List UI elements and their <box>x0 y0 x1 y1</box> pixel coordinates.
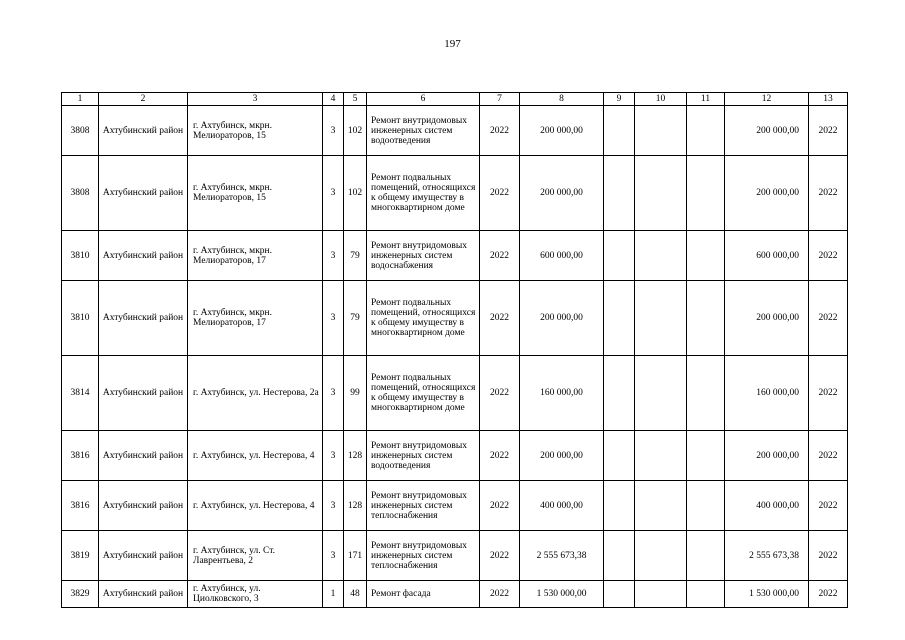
fund-cost-cell: 200 000,00 <box>725 431 809 481</box>
column-5-cell: 171 <box>344 531 367 581</box>
table-row <box>62 481 848 531</box>
capital-repair-table <box>61 92 848 608</box>
table-row <box>62 156 848 231</box>
column-number-row <box>62 93 848 106</box>
district-cell: Ахтубинский район <box>99 431 188 481</box>
column-10-cell <box>635 531 687 581</box>
total-cost-cell: 400 000,00 <box>520 481 604 531</box>
fund-cost-cell: 600 000,00 <box>725 231 809 281</box>
work-type-cell: Ремонт фасада <box>367 581 480 608</box>
row-number-cell: 3808 <box>62 156 99 231</box>
column-header: 4 <box>323 93 344 106</box>
column-4-cell: 3 <box>323 481 344 531</box>
column-header: 8 <box>520 93 604 106</box>
fund-cost-cell: 1 530 000,00 <box>725 581 809 608</box>
total-cost-cell: 200 000,00 <box>520 106 604 156</box>
column-11-cell <box>687 481 725 531</box>
row-number-cell: 3819 <box>62 531 99 581</box>
district-cell: Ахтубинский район <box>99 531 188 581</box>
fund-cost-cell: 2 555 673,38 <box>725 531 809 581</box>
column-4-cell: 3 <box>323 231 344 281</box>
column-10-cell <box>635 581 687 608</box>
address-cell: г. Ахтубинск, мкрн. Мелиораторов, 17 <box>188 281 323 356</box>
column-5-cell: 128 <box>344 481 367 531</box>
work-type-cell: Ремонт внутридомовых инженерных систем теплоснабжения <box>367 481 480 531</box>
total-cost-cell: 2 555 673,38 <box>520 531 604 581</box>
row-number-cell: 3810 <box>62 281 99 356</box>
year-cell: 2022 <box>480 481 520 531</box>
column-header: 11 <box>687 93 725 106</box>
year-cell: 2022 <box>480 531 520 581</box>
year-cell: 2022 <box>480 281 520 356</box>
column-10-cell <box>635 281 687 356</box>
district-cell: Ахтубинский район <box>99 106 188 156</box>
column-5-cell: 79 <box>344 231 367 281</box>
row-number-cell: 3814 <box>62 356 99 431</box>
fund-cost-cell: 200 000,00 <box>725 156 809 231</box>
year-cell: 2022 <box>480 156 520 231</box>
year-cell: 2022 <box>480 356 520 431</box>
work-type-cell: Ремонт подвальных помещений, относящихся к общему имуществу в многоквартирном доме <box>367 356 480 431</box>
table-row <box>62 581 848 608</box>
work-type-cell: Ремонт внутридомовых инженерных систем водоотведения <box>367 106 480 156</box>
column-4-cell: 3 <box>323 106 344 156</box>
district-cell: Ахтубинский район <box>99 481 188 531</box>
column-4-cell: 3 <box>323 281 344 356</box>
row-number-cell: 3808 <box>62 106 99 156</box>
column-10-cell <box>635 431 687 481</box>
column-11-cell <box>687 231 725 281</box>
column-header: 6 <box>367 93 480 106</box>
total-cost-cell: 200 000,00 <box>520 156 604 231</box>
column-11-cell <box>687 281 725 356</box>
address-cell: г. Ахтубинск, ул. Ст. Лаврентьева, 2 <box>188 531 323 581</box>
row-number-cell: 3829 <box>62 581 99 608</box>
fund-cost-cell: 160 000,00 <box>725 356 809 431</box>
column-11-cell <box>687 581 725 608</box>
column-header: 10 <box>635 93 687 106</box>
row-number-cell: 3816 <box>62 431 99 481</box>
column-9-cell <box>604 581 635 608</box>
fund-cost-cell: 200 000,00 <box>725 281 809 356</box>
year-cell: 2022 <box>480 431 520 481</box>
total-cost-cell: 160 000,00 <box>520 356 604 431</box>
work-type-cell: Ремонт внутридомовых инженерных систем водоотведения <box>367 431 480 481</box>
column-header: 2 <box>99 93 188 106</box>
district-cell: Ахтубинский район <box>99 581 188 608</box>
column-4-cell: 3 <box>323 356 344 431</box>
completion-year-cell: 2022 <box>809 481 848 531</box>
column-header: 3 <box>188 93 323 106</box>
column-9-cell <box>604 231 635 281</box>
column-10-cell <box>635 481 687 531</box>
total-cost-cell: 200 000,00 <box>520 281 604 356</box>
completion-year-cell: 2022 <box>809 431 848 481</box>
row-number-cell: 3816 <box>62 481 99 531</box>
table-row <box>62 231 848 281</box>
fund-cost-cell: 200 000,00 <box>725 106 809 156</box>
address-cell: г. Ахтубинск, ул. Нестерова, 2а <box>188 356 323 431</box>
work-type-cell: Ремонт подвальных помещений, относящихся к общему имуществу в многоквартирном доме <box>367 281 480 356</box>
work-type-cell: Ремонт подвальных помещений, относящихся к общему имуществу в многоквартирном доме <box>367 156 480 231</box>
column-9-cell <box>604 531 635 581</box>
column-9-cell <box>604 106 635 156</box>
column-header: 13 <box>809 93 848 106</box>
column-11-cell <box>687 106 725 156</box>
column-11-cell <box>687 531 725 581</box>
column-5-cell: 102 <box>344 156 367 231</box>
column-10-cell <box>635 356 687 431</box>
column-10-cell <box>635 106 687 156</box>
row-number-cell: 3810 <box>62 231 99 281</box>
column-5-cell: 99 <box>344 356 367 431</box>
column-9-cell <box>604 156 635 231</box>
table-body <box>62 93 848 608</box>
table-row <box>62 106 848 156</box>
work-type-cell: Ремонт внутридомовых инженерных систем водоснабжения <box>367 231 480 281</box>
year-cell: 2022 <box>480 231 520 281</box>
column-11-cell <box>687 356 725 431</box>
year-cell: 2022 <box>480 106 520 156</box>
column-11-cell <box>687 431 725 481</box>
total-cost-cell: 200 000,00 <box>520 431 604 481</box>
column-header: 1 <box>62 93 99 106</box>
address-cell: г. Ахтубинск, ул. Циолковского, 3 <box>188 581 323 608</box>
completion-year-cell: 2022 <box>809 281 848 356</box>
column-5-cell: 102 <box>344 106 367 156</box>
column-9-cell <box>604 431 635 481</box>
column-10-cell <box>635 231 687 281</box>
column-header: 12 <box>725 93 809 106</box>
column-5-cell: 48 <box>344 581 367 608</box>
column-10-cell <box>635 156 687 231</box>
completion-year-cell: 2022 <box>809 581 848 608</box>
table-row <box>62 531 848 581</box>
column-4-cell: 3 <box>323 531 344 581</box>
district-cell: Ахтубинский район <box>99 156 188 231</box>
address-cell: г. Ахтубинск, мкрн. Мелиораторов, 17 <box>188 231 323 281</box>
column-header: 5 <box>344 93 367 106</box>
table-row <box>62 356 848 431</box>
address-cell: г. Ахтубинск, мкрн. Мелиораторов, 15 <box>188 156 323 231</box>
address-cell: г. Ахтубинск, ул. Нестерова, 4 <box>188 431 323 481</box>
column-header: 7 <box>480 93 520 106</box>
completion-year-cell: 2022 <box>809 156 848 231</box>
column-4-cell: 3 <box>323 156 344 231</box>
district-cell: Ахтубинский район <box>99 281 188 356</box>
table-row <box>62 281 848 356</box>
column-9-cell <box>604 481 635 531</box>
table-row <box>62 431 848 481</box>
completion-year-cell: 2022 <box>809 106 848 156</box>
completion-year-cell: 2022 <box>809 356 848 431</box>
address-cell: г. Ахтубинск, мкрн. Мелиораторов, 15 <box>188 106 323 156</box>
page-number: 197 <box>444 38 461 50</box>
column-9-cell <box>604 281 635 356</box>
work-type-cell: Ремонт внутридомовых инженерных систем теплоснабжения <box>367 531 480 581</box>
column-9-cell <box>604 356 635 431</box>
total-cost-cell: 600 000,00 <box>520 231 604 281</box>
fund-cost-cell: 400 000,00 <box>725 481 809 531</box>
completion-year-cell: 2022 <box>809 231 848 281</box>
district-cell: Ахтубинский район <box>99 356 188 431</box>
column-5-cell: 79 <box>344 281 367 356</box>
year-cell: 2022 <box>480 581 520 608</box>
column-11-cell <box>687 156 725 231</box>
column-header: 9 <box>604 93 635 106</box>
completion-year-cell: 2022 <box>809 531 848 581</box>
column-4-cell: 3 <box>323 431 344 481</box>
district-cell: Ахтубинский район <box>99 231 188 281</box>
address-cell: г. Ахтубинск, ул. Нестерова, 4 <box>188 481 323 531</box>
total-cost-cell: 1 530 000,00 <box>520 581 604 608</box>
column-4-cell: 1 <box>323 581 344 608</box>
column-5-cell: 128 <box>344 431 367 481</box>
